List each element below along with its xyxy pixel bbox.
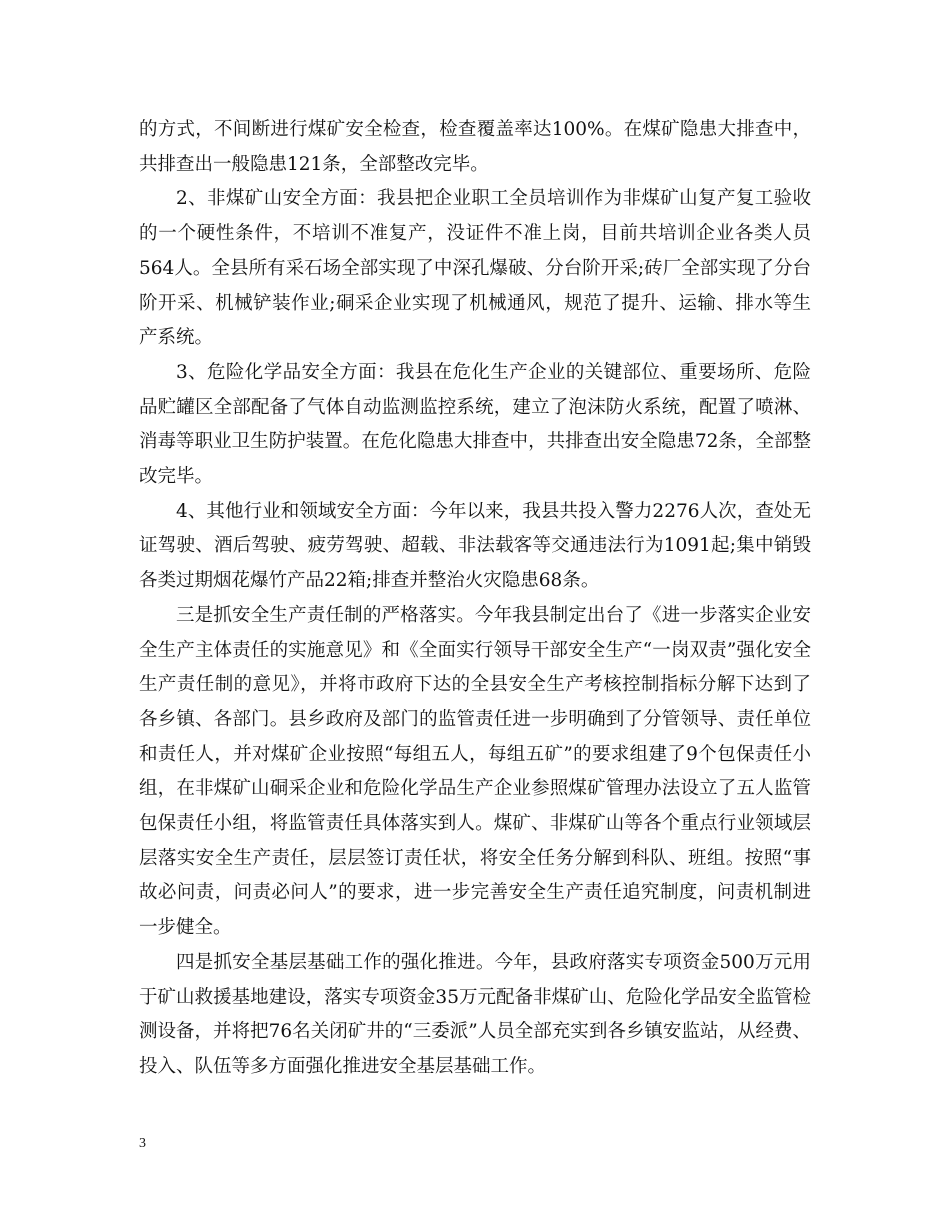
paragraph-non-coal-mine-safety: 2、非煤矿山安全方面：我县把企业职工全员培训作为非煤矿山复产复工验收的一个硬性条件，不培训不准复产，没证件不准上岗，目前共培训企业各类人员564人。全县所有采石场全部实现了中深孔爆破、分台阶开采;砖厂全部实现了分台阶开采、机械铲装作业;硐采企业实现了机械通风，规范了提升、运输、排水等生产系统。 [139,188,811,349]
page-number: 3 [139,1136,146,1151]
paragraph-other-industries-safety: 4、其他行业和领域安全方面：今年以来，我县共投入警力2276人次，查处无证驾驶、酒后驾驶、疲劳驾驶、超载、非法载客等交通违法行为1091起;集中销毁各类过期烟花爆竹产品22箱;排查并整治火灾隐患68条。 [139,500,811,592]
paragraph-continuation: 的方式，不间断进行煤矿安全检查，检查覆盖率达100%。在煤矿隐患大排查中，共排查出一般隐患121条，全部整改完毕。 [139,119,811,175]
paragraph-grassroots-foundation: 四是抓安全基层基础工作的强化推进。今年，县政府落实专项资金500万元用于矿山救援基地建设，落实专项资金35万元配备非煤矿山、危险化学品安全监管检测设备，并将把76名关闭矿井的“三委派”人员全部充实到各乡镇安监站，从经费、投入、队伍等多方面强化推进安全基层基础工作。 [139,951,811,1077]
paragraph-hazardous-chemicals-safety: 3、危险化学品安全方面：我县在危化生产企业的关键部位、重要场所、危险品贮罐区全部配备了气体自动监测监控系统，建立了泡沫防火系统，配置了喷淋、消毒等职业卫生防护装置。在危化隐患大排查中，共排查出安全隐患72条，全部整改完毕。 [139,361,811,488]
document-body [139,113,811,1085]
paragraph-responsibility-system: 三是抓安全生产责任制的严格落实。今年我县制定出台了《进一步落实企业安全生产主体责任的实施意见》和《全面实行领导干部安全生产“一岗双责”强化安全生产责任制的意见》，并将市政府下达的全县安全生产考核控制指标分解下达到了各乡镇、各部门。县乡政府及部门的监管责任进一步明确到了分管领导、责任单位和责任人，并对煤矿企业按照“每组五人，每组五矿”的要求组建了9个包保责任小组，在非煤矿山硐采企业和危险化学品生产企业参照煤矿管理办法设立了五人监管包保责任小组，将监管责任具体落实到人。煤矿、非煤矿山等各个重点行业领域层层落实安全生产责任，层层签订责任状，将安全任务分解到科队、班组。按照“事故必问责，问责必问人”的要求，进一步完善安全生产责任追究制度，问责机制进一步健全。 [139,604,811,939]
